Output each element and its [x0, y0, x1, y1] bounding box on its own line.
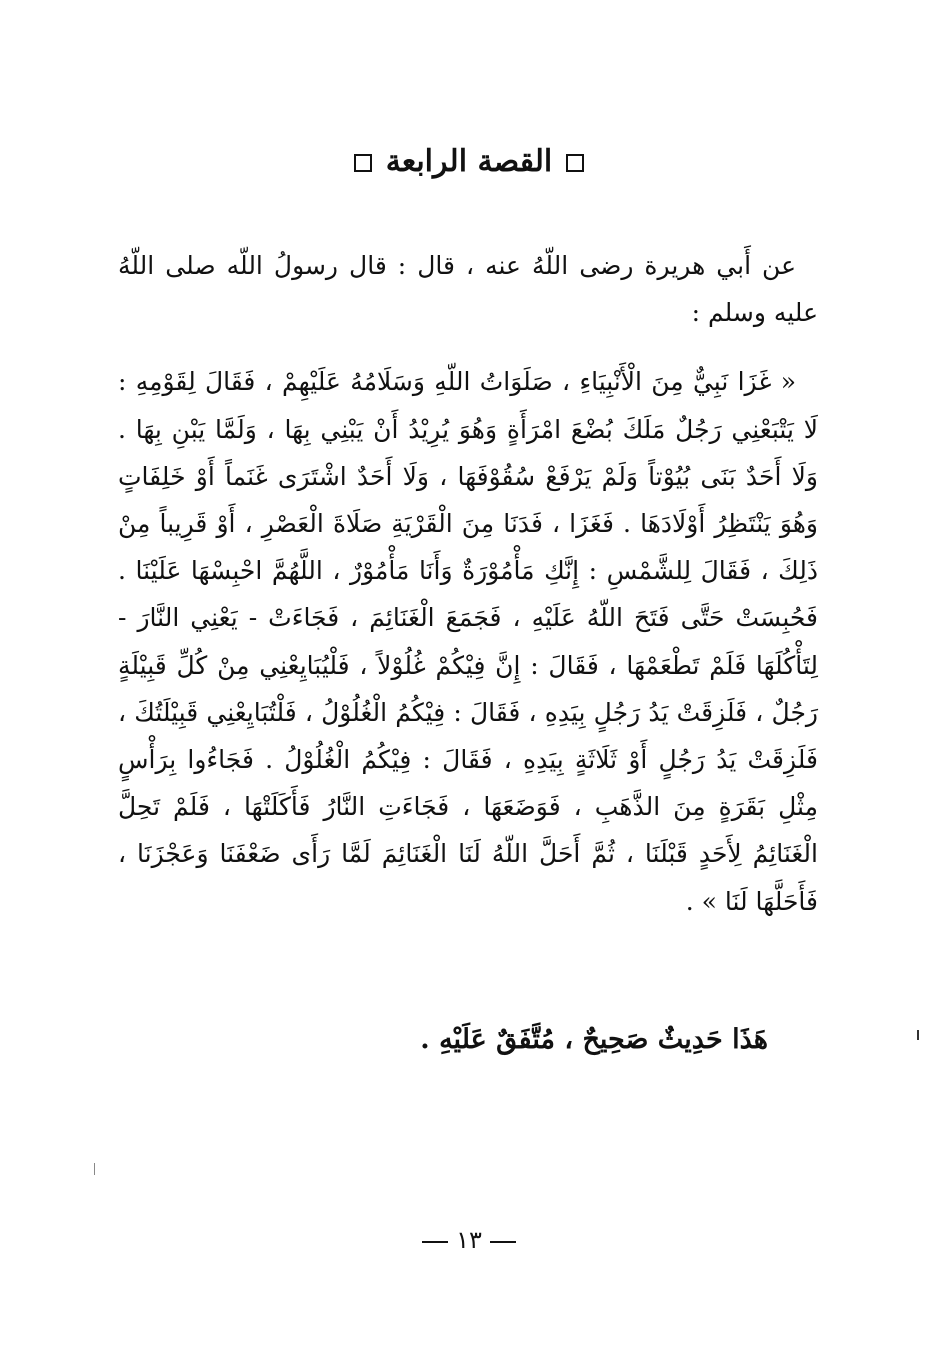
- page-number: [0, 1222, 938, 1258]
- narration-intro: عن أَبي هريرة رضى اللّهُ عنه ، قال : قال رسولُ اللّه صلى اللّهُ عليه وسلم :: [118, 251, 818, 328]
- story-body: [118, 242, 818, 925]
- title-ornament-right: [566, 154, 584, 172]
- hadith-grading: هَذَا حَدِيثٌ صَحِيحٌ ، مُتَّفَقٌ عَلَيْهِ .: [420, 1024, 768, 1055]
- scan-speck: [94, 1163, 95, 1175]
- story-title-text: القصة الرابعة: [385, 144, 553, 179]
- scan-speck: [917, 1030, 919, 1040]
- story-title: [0, 140, 938, 184]
- page-number-text: ١٣: [456, 1226, 482, 1254]
- page-number-dash-left: [422, 1241, 448, 1243]
- page-number-dash-right: [490, 1241, 516, 1243]
- hadith-text: « غَزَا نَبِيٌّ مِنَ الْأَنْبِيَاءِ ، صَلَوَاتُ اللّهِ وَسَلَامُهُ عَلَيْهِمْ ، فَقَالَ لِقَوْمِهِ : لَا يَتْبَعْنِي رَجُلٌ مَلَكَ بُضْعَ امْرَأَةٍ وَهُوَ يُرِيْدُ أَنْ يَبْنِي بِهَا ، وَلَمَّا يَبْنِ بِهَا . وَلَا أَحَدٌ بَنَى بُيُوْتاً وَلَمْ يَرْفَعْ سُقُوْفَهَا ، وَلَا أَحَدٌ اشْتَرَى غَنَماً أَوْ خَلِفَاتٍ وَهُوَ يَنْتَظِرُ أَوْلَادَهَا . فَغَزَا ، فَدَنَا مِنَ الْقَرْيَةِ صَلَاةَ الْعَصْرِ ، أَوْ قَرِيباً مِنْ ذَلِكَ ، فَقَالَ لِلشَّمْسِ : إِنَّكِ مَأْمُوْرَةٌ وَأَنَا مَأْمُوْرٌ ، اللَّهُمَّ احْبِسْهَا عَلَيْنَا . فَحُبِسَتْ حَتَّى فَتَحَ اللّهُ عَلَيْهِ ، فَجَمَعَ الْغَنَائِمَ ، فَجَاءَتْ - يَعْنِي النَّارَ - لِتَأْكُلَهَا فَلَمْ تَطْعَمْهَا ، فَقَالَ : إِنَّ فِيْكُمْ غُلُوْلاً ، فَلْيُبَايِعْنِي مِنْ كُلِّ قَبِيْلَةٍ رَجُلٌ ، فَلَزِقَتْ يَدُ رَجُلٍ بِيَدِهِ ، فَقَالَ : فِيْكُمُ الْغُلُوْلُ ، فَلْتُبَايِعْنِي قَبِيْلَتُكَ ، فَلَزِقَتْ يَدُ رَجُلٍ أَوْ ثَلَاثَةٍ بِيَدِهِ ، فَقَالَ : فِيْكُمُ الْغُلُوْلُ . فَجَاءُوا بِرَأْسٍ مِثْلِ بَقَرَةٍ مِنَ الذَّهَبِ ، فَوَضَعَهَا ، فَجَاءَتِ النَّارُ فَأَكَلَتْهَا ، فَلَمْ تَحِلَّ الْغَنَائِمُ لِأَحَدٍ قَبْلَنَا ، ثُمَّ أَحَلَّ اللّهُ لَنَا الْغَنَائِمَ لَمَّا رَأَى ضَعْفَنَا وَعَجْزَنَا ، فَأَحَلَّهَا لَنَا » .: [118, 367, 818, 916]
- title-ornament-left: [354, 154, 372, 172]
